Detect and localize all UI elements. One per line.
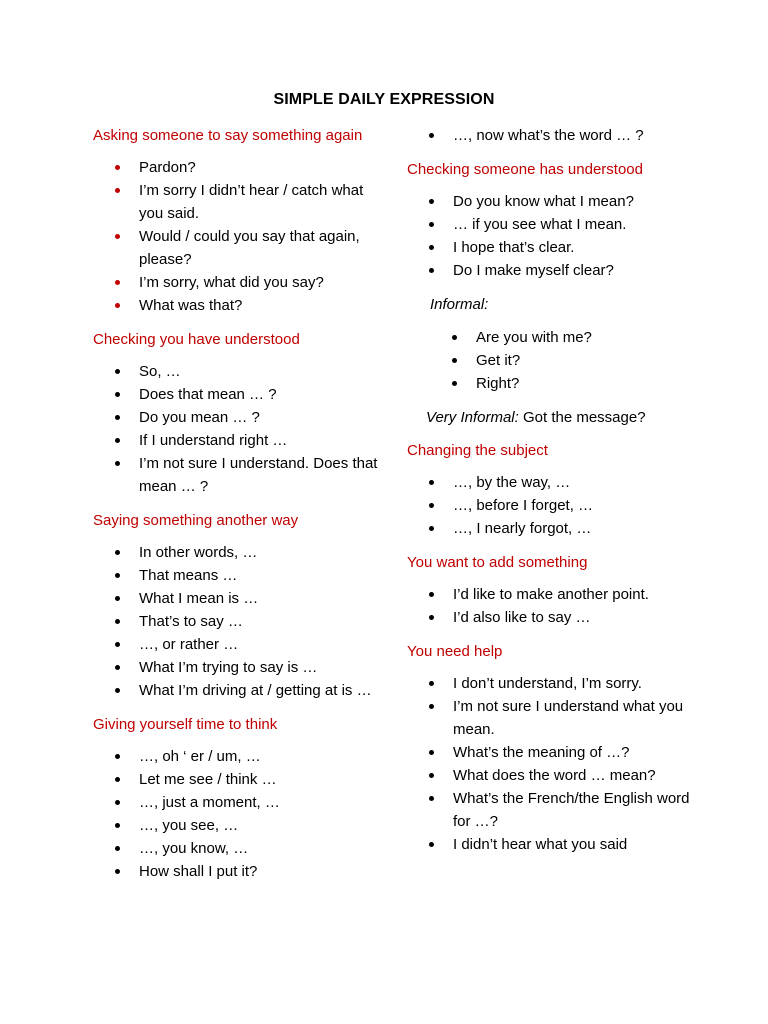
list-item: …, just a moment, … [93, 791, 378, 814]
list-item: …, now what’s the word … ? [407, 124, 697, 147]
section-heading: Changing the subject [407, 442, 548, 459]
list-item: …, oh ‘ er / um, … [93, 745, 378, 768]
bullet-icon [115, 642, 120, 647]
bullet-icon [429, 503, 434, 508]
bullet-icon [429, 480, 434, 485]
bullet-icon [429, 133, 434, 138]
list-item: What I’m trying to say is … [93, 656, 378, 679]
list-item: What’s the meaning of …? [407, 741, 697, 764]
section-heading: Saying something another way [93, 512, 299, 529]
section-heading: You want to add something [407, 554, 588, 571]
list-item: I hope that’s clear. [407, 236, 697, 259]
list-item: How shall I put it? [93, 860, 378, 883]
list-item: What does the word … mean? [407, 764, 697, 787]
left-column [93, 124, 378, 894]
list-item: I’m not sure I understand. Does that mean … ? [93, 452, 378, 498]
list-item: Does that mean … ? [93, 383, 378, 406]
bullet-icon [429, 615, 434, 620]
list-item: I’m not sure I understand what you mean. [407, 695, 697, 741]
bullet-icon [115, 846, 120, 851]
list-item: What’s the French/the English word for …? [407, 787, 697, 833]
list-item: …, I nearly forgot, … [407, 517, 697, 540]
list-item: I don’t understand, I’m sorry. [407, 672, 697, 695]
section-heading: Checking you have understood [93, 331, 300, 348]
list-item: What I’m driving at / getting at is … [93, 679, 378, 702]
bullet-icon [115, 461, 120, 466]
bullet-icon [115, 165, 120, 170]
bullet-icon [115, 303, 120, 308]
bullet-icon [429, 245, 434, 250]
list-item: What I mean is … [93, 587, 378, 610]
list-item: That means … [93, 564, 378, 587]
list-item: Let me see / think … [93, 768, 378, 791]
list-item: …, you see, … [93, 814, 378, 837]
list-item: What was that? [93, 294, 378, 317]
bullet-icon [115, 688, 120, 693]
list-item: …, by the way, … [407, 471, 697, 494]
section-heading: Asking someone to say something again [93, 127, 363, 144]
expression-list [407, 326, 697, 395]
section-heading: You need help [407, 643, 503, 660]
section-asking-again [93, 124, 378, 317]
bullet-icon [452, 381, 457, 386]
page-title: SIMPLE DAILY EXPRESSION [273, 91, 495, 108]
list-item: So, … [93, 360, 378, 383]
bullet-icon [429, 199, 434, 204]
list-item: …, before I forget, … [407, 494, 697, 517]
list-item: I’d like to make another point. [407, 583, 697, 606]
bullet-icon [429, 268, 434, 273]
list-item: If I understand right … [93, 429, 378, 452]
bullet-icon [115, 573, 120, 578]
section-checking-understood [93, 328, 378, 498]
bullet-icon [429, 704, 434, 709]
list-item: I’m sorry, what did you say? [93, 271, 378, 294]
expression-list [407, 124, 697, 147]
list-item: Pardon? [93, 156, 378, 179]
bullet-icon [115, 188, 120, 193]
bullet-icon [429, 592, 434, 597]
list-item: Would / could you say that again, please? [93, 225, 378, 271]
bullet-icon [429, 773, 434, 778]
very-informal-line: Very Informal: Got the message? [426, 409, 646, 426]
bullet-icon [115, 619, 120, 624]
bullet-icon [115, 438, 120, 443]
list-item: I’m sorry I didn’t hear / catch what you said. [93, 179, 378, 225]
bullet-icon [115, 665, 120, 670]
section-another-way [93, 509, 378, 702]
bullet-icon [429, 681, 434, 686]
expression-list [407, 471, 697, 540]
expression-list [93, 541, 378, 702]
bullet-icon [115, 415, 120, 420]
list-item: Are you with me? [407, 326, 697, 349]
expression-list [93, 745, 378, 883]
list-item: I didn’t hear what you said [407, 833, 697, 856]
expression-list [407, 190, 697, 282]
expression-list [93, 156, 378, 317]
bullet-icon [115, 823, 120, 828]
expression-list [407, 672, 697, 856]
expression-list [93, 360, 378, 498]
bullet-icon [115, 869, 120, 874]
bullet-icon [429, 842, 434, 847]
expression-list [407, 583, 697, 629]
bullet-icon [429, 796, 434, 801]
list-item: Do I make myself clear? [407, 259, 697, 282]
list-item: Right? [407, 372, 697, 395]
bullet-icon [115, 550, 120, 555]
right-column [407, 124, 697, 867]
list-item: In other words, … [93, 541, 378, 564]
list-item: …, you know, … [93, 837, 378, 860]
bullet-icon [115, 234, 120, 239]
list-item: … if you see what I mean. [407, 213, 697, 236]
informal-label: Informal: [430, 296, 489, 313]
list-item: That’s to say … [93, 610, 378, 633]
bullet-icon [115, 596, 120, 601]
list-item: Get it? [407, 349, 697, 372]
list-item: I’d also like to say … [407, 606, 697, 629]
bullet-icon [115, 777, 120, 782]
bullet-icon [115, 369, 120, 374]
list-item: Do you know what I mean? [407, 190, 697, 213]
section-heading: Giving yourself time to think [93, 716, 278, 733]
bullet-icon [452, 358, 457, 363]
section-time-to-think [93, 713, 378, 883]
bullet-icon [429, 750, 434, 755]
bullet-icon [115, 800, 120, 805]
list-item: Do you mean … ? [93, 406, 378, 429]
bullet-icon [115, 280, 120, 285]
bullet-icon [115, 392, 120, 397]
bullet-icon [452, 335, 457, 340]
section-heading: Checking someone has understood [407, 161, 643, 178]
bullet-icon [429, 526, 434, 531]
bullet-icon [115, 754, 120, 759]
list-item: …, or rather … [93, 633, 378, 656]
bullet-icon [429, 222, 434, 227]
